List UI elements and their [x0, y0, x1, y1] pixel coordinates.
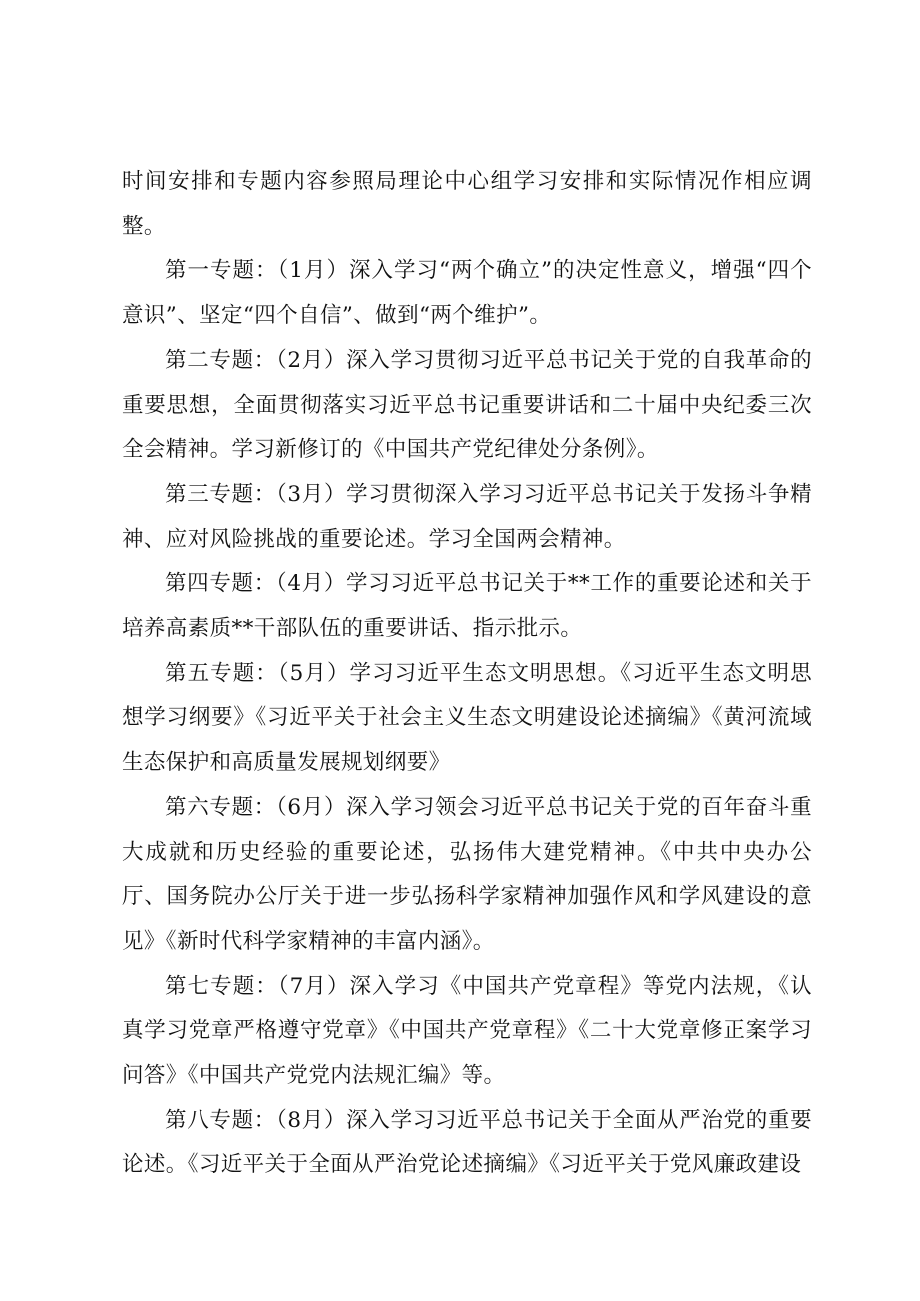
paragraph-intro: 时间安排和专题内容参照局理论中心组学习安排和实际情况作相应调整。 [122, 169, 812, 239]
paragraph-topic-4: 第四专题：（4月）学习习近平总书记关于**工作的重要论述和关于培养高素质**干部队伍的重要讲话、指示批示。 [122, 571, 812, 642]
paragraph-topic-2: 第二专题：（2月）深入学习贯彻习近平总书记关于党的自我革命的重要思想，全面贯彻落实习近平总书记重要讲话和二十届中央纪委三次全会精神。学习新修订的《中国共产党纪律处分条例》。 [122, 347, 812, 463]
document-body [122, 160, 812, 1188]
paragraph-topic-8: 第八专题：（8月）深入学习习近平总书记关于全面从严治党的重要论述。《习近平关于全面从严治党论述摘编》《习近平关于党风廉政建设 [122, 1107, 812, 1178]
paragraph-topic-1: 第一专题：（1月）深入学习“两个确立”的决定性意义，增强“四个意识”、坚定“四个自信”、做到“两个维护”。 [122, 258, 812, 329]
paragraph-topic-6: 第六专题：（6月）深入学习领会习近平总书记关于党的百年奋斗重大成就和历史经验的重要论述，弘扬伟大建党精神。《中共中央办公厅、国务院办公厅关于进一步弘扬科学家精神加强作风和学风建设的意见》《新时代科学家精神的丰富内涵》。 [122, 794, 812, 954]
paragraph-topic-3: 第三专题：（3月）学习贯彻深入学习习近平总书记关于发扬斗争精神、应对风险挑战的重要论述。学习全国两会精神。 [122, 481, 812, 552]
paragraph-topic-7: 第七专题：（7月）深入学习《中国共产党章程》等党内法规，《认真学习党章严格遵守党章》《中国共产党章程》《二十大党章修正案学习问答》《中国共产党党内法规汇编》等。 [122, 973, 812, 1089]
paragraph-topic-5: 第五专题：（5月）学习习近平生态文明思想。《习近平生态文明思想学习纲要》《习近平关于社会主义生态文明建设论述摘编》《黄河流域生态保护和高质量发展规划纲要》 [122, 660, 812, 776]
